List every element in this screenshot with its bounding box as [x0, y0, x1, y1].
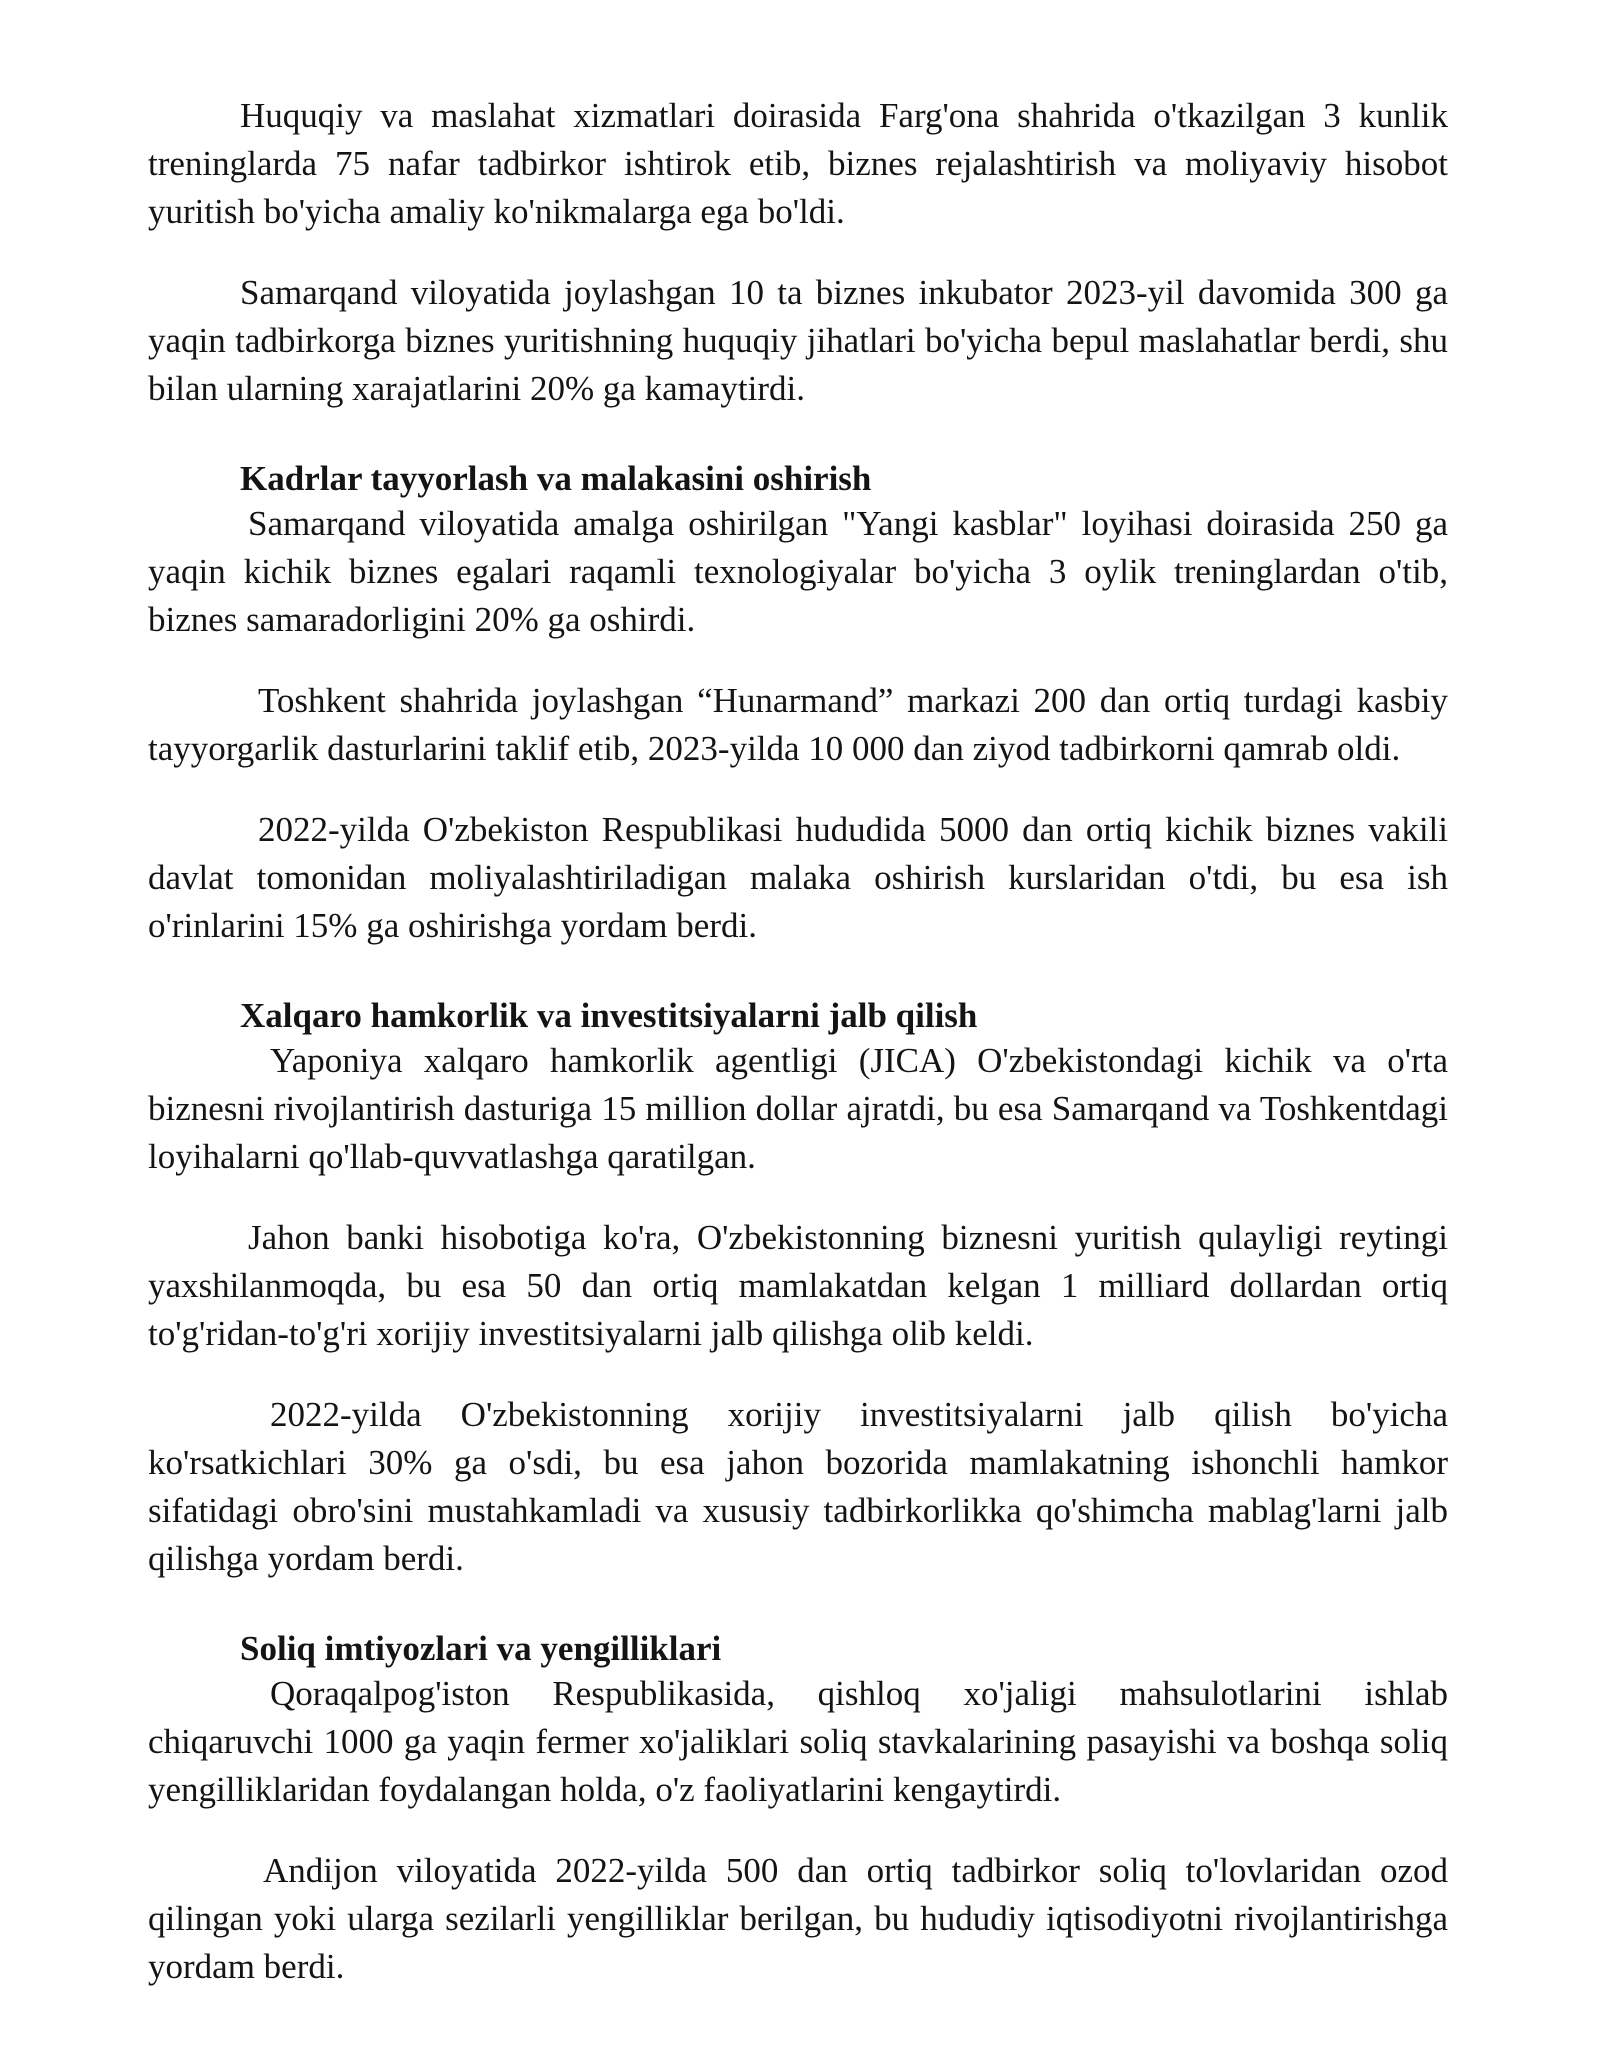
paragraph: Samarqand viloyatida amalga oshirilgan "Yangi kasblar" loyihasi doirasida 250 ga yaqin kichik biznes egalari raqamli texnologiyalar bo'yicha 3 oylik treninglardan o'tib, biznes samaradorligini 20% ga oshirdi. — [148, 504, 1448, 639]
paragraph: Qoraqalpog'iston Respublikasida, qishloq xo'jaligi mahsulotlarini ishlab chiqaruvchi 1000 ga yaqin fermer xo'jaliklari soliq stavkalarining pasayishi va boshqa soliq yengilliklaridan foydalangan holda, o'z faoliyatlarini kengaytirdi. — [148, 1674, 1448, 1809]
paragraph: Jahon banki hisobotiga ko'ra, O'zbekistonning biznesni yuritish qulayligi reytingi yaxshilanmoqda, bu esa 50 dan ortiq mamlakatdan kelgan 1 milliard dollardan ortiq to'g'ridan-to'g'ri xorijiy investitsiyalarni jalb qilishga olib keldi. — [148, 1218, 1448, 1353]
section-soliq — [148, 1628, 1448, 1991]
paragraph: Toshkent shahrida joylashgan “Hunarmand” markazi 200 dan ortiq turdagi kasbiy tayyorgarlik dasturlarini taklif etib, 2023-yilda 10 000 dan ziyod tadbirkorni qamrab oldi. — [148, 681, 1448, 768]
paragraph: Andijon viloyatida 2022-yilda 500 dan ortiq tadbirkor soliq to'lovlaridan ozod qilingan yoki ularga sezilarli yengilliklar berilgan, bu hududiy iqtisodiyotni rivojlantirishga yordam berdi. — [148, 1851, 1448, 1986]
section-heading: Kadrlar tayyorlash va malakasini oshirish — [240, 459, 872, 498]
document-page — [148, 92, 1448, 1991]
paragraph: Samarqand viloyatida joylashgan 10 ta biznes inkubator 2023-yil davomida 300 ga yaqin tadbirkorga biznes yuritishning huquqiy jihatlari bo'yicha bepul maslahatlar berdi, shu bilan ularning xarajatlarini 20% ga kamaytirdi. — [148, 273, 1448, 408]
section-xalqaro — [148, 995, 1448, 1583]
section-kadrlar — [148, 458, 1448, 950]
section-heading: Soliq imtiyozlari va yengilliklari — [240, 1629, 722, 1668]
section-heading: Xalqaro hamkorlik va investitsiyalarni jalb qilish — [240, 996, 978, 1035]
paragraph: 2022-yilda O'zbekistonning xorijiy investitsiyalarni jalb qilish bo'yicha ko'rsatkichlari 30% ga o'sdi, bu esa jahon bozorida mamlakatning ishonchli hamkor sifatidagi obro'sini mustahkamladi va xususiy tadbirkorlikka qo'shimcha mablag'larni jalb qilishga yordam berdi. — [148, 1395, 1448, 1578]
paragraph: 2022-yilda O'zbekiston Respublikasi hududida 5000 dan ortiq kichik biznes vakili davlat tomonidan moliyalashtiriladigan malaka oshirish kurslaridan o'tdi, bu esa ish o'rinlarini 15% ga oshirishga yordam berdi. — [148, 810, 1448, 945]
paragraph: Huquqiy va maslahat xizmatlari doirasida Farg'ona shahrida o'tkazilgan 3 kunlik treninglarda 75 nafar tadbirkor ishtirok etib, biznes rejalashtirish va moliyaviy hisobot yuritish bo'yicha amaliy ko'nikmalarga ega bo'ldi. — [148, 96, 1448, 231]
paragraph: Yaponiya xalqaro hamkorlik agentligi (JICA) O'zbekistondagi kichik va o'rta biznesni rivojlantirish dasturiga 15 million dollar ajratdi, bu esa Samarqand va Toshkentdagi loyihalarni qo'llab-quvvatlashga qaratilgan. — [148, 1041, 1448, 1176]
